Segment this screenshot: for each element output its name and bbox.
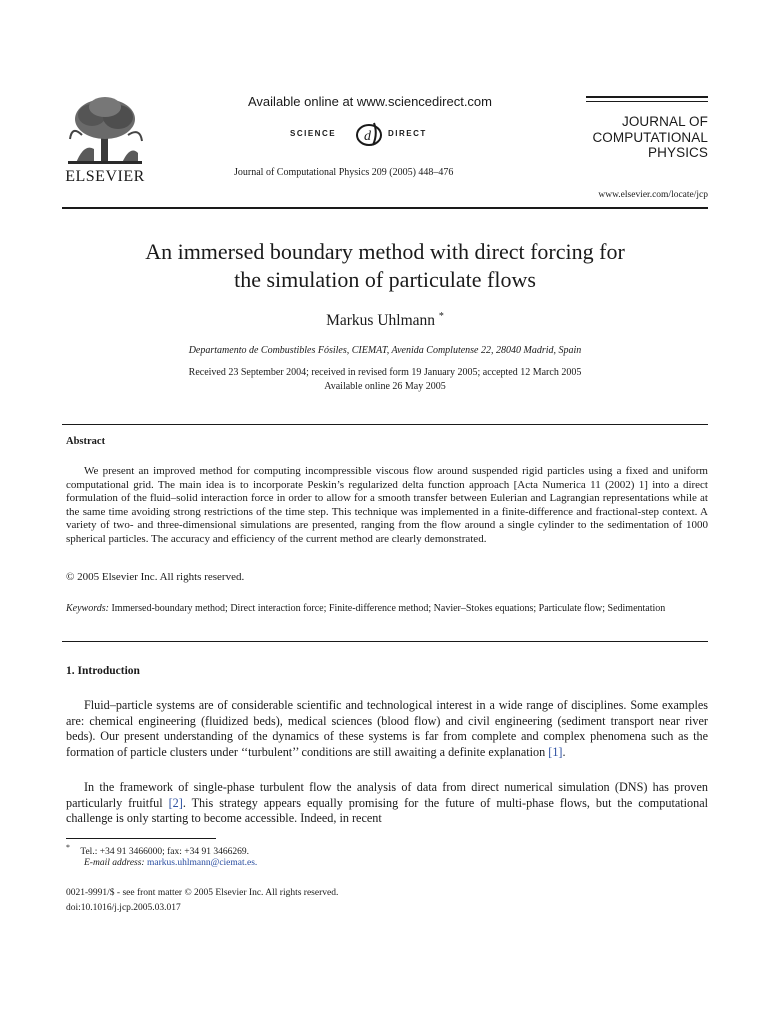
title-line: An immersed boundary method with direct forcing for <box>145 239 625 264</box>
author-footnote-mark[interactable]: * <box>438 311 444 322</box>
intro-paragraph-text: Fluid–particle systems are of considerable scientific and technological interest in a wide range of disciplines. Some examples are: chemical engineering (fluidized beds), medical sciences (blood flow) and civil engineering (sediment transport near river beds). Our present understanding of the dynamics of these systems is far from complete and complex phenomena such as the formation of particle clusters under ‘‘turbulent’’ conditions are still awaiting a definite explanation <box>66 698 708 759</box>
footnote-divider <box>66 838 216 839</box>
citation-link[interactable]: [2] <box>168 795 183 810</box>
journal-rule-thin <box>586 101 708 102</box>
abstract-heading: Abstract <box>66 436 106 447</box>
email-link[interactable]: markus.uhlmann@ciemat.es. <box>146 858 258 868</box>
journal-citation: Journal of Computational Physics 209 (2005) 448–476 <box>234 167 454 178</box>
front-matter-text: 0021-9991/$ - see front matter © 2005 Elsevier Inc. All rights reserved. <box>66 888 339 898</box>
intro-paragraph-text: In the framework of single-phase turbulent flow the analysis of data from direct numerical simulation (DNS) has proven particularly fruitful <box>66 780 708 810</box>
section-heading: 1. Introduction <box>66 665 140 677</box>
sciencedirect-left-text: SCIENCE <box>290 129 337 138</box>
available-online-date: Available online 26 May 2005 <box>324 380 446 392</box>
footnote-email <box>84 858 257 868</box>
author-affiliation: Departamento de Combustibles Fósiles, CIEMAT, Avenida Complutense 22, 28040 Madrid, Spain <box>188 345 582 356</box>
keywords <box>66 602 708 616</box>
intro-paragraph-end: . This strategy appears equally promising for the future of multi-phase flows, but the computational challenge is only starting to become accessible. Indeed, in recent <box>66 795 708 826</box>
journal-name-line: JOURNAL OF <box>621 114 708 129</box>
publisher-name: ELSEVIER <box>65 168 145 185</box>
article-dates <box>62 366 708 393</box>
journal-name <box>586 114 708 161</box>
footnote-mark: * <box>66 843 70 852</box>
available-online-text: Available online at www.sciencedirect.com <box>248 94 492 109</box>
sciencedirect-logo <box>290 120 450 148</box>
header-divider <box>62 207 708 209</box>
doi-link[interactable]: doi:10.1016/j.jcp.2005.03.017 <box>66 903 181 913</box>
sciencedirect-d-logo-icon <box>354 120 384 148</box>
email-label: E-mail address: <box>84 858 145 868</box>
journal-name-line: PHYSICS <box>648 145 708 160</box>
received-dates: Received 23 September 2004; received in revised form 19 January 2005; accepted 12 March 2005 <box>188 367 582 378</box>
intro-paragraph <box>66 780 708 827</box>
intro-paragraph-end: . <box>562 744 566 759</box>
abstract-text: We present an improved method for computing incompressible viscous flow around suspended rigid particles using a fixed and uniform computational grid. The main idea is to incorporate Peskin’s regularized delta function approach [Acta Numerica 11 (2002) 1] into a direct formulation of the fluid–solid interaction force in order to allow for a smooth transfer between Eulerian and Lagrangian representations while at the same time avoiding strong restrictions of the time step. This technique was implemented in a finite-difference and fractional-step context. A variety of two- and three-dimensional simulations are presented, ranging from the flow around a single cylinder to the sedimentation of 1000 spherical particles. The accuracy and efficiency of the current method are clearly demonstrated. <box>66 465 708 545</box>
keywords-label: Keywords: <box>66 603 109 614</box>
title-line: the simulation of particulate flows <box>234 267 536 292</box>
journal-rule-thick <box>586 96 708 98</box>
abstract-bottom-divider <box>62 641 708 642</box>
citation-link[interactable]: [1] <box>548 744 563 759</box>
journal-name-line: COMPUTATIONAL <box>592 129 708 145</box>
footnote-tel: Tel.: +34 91 3466000; fax: +34 91 3466269. <box>80 847 249 858</box>
svg-text:d: d <box>364 129 371 144</box>
keywords-text: Immersed-boundary method; Direct interaction force; Finite-difference method; Navier–Stokes equations; Particulate flow; Sedimentation <box>111 603 666 614</box>
author-name-text: Markus Uhlmann <box>326 312 436 330</box>
intro-paragraph <box>66 698 708 760</box>
footnote-contact <box>66 843 249 857</box>
abstract-top-divider <box>62 424 708 425</box>
sciencedirect-right-text: DIRECT <box>388 129 427 138</box>
abstract-copyright: © 2005 Elsevier Inc. All rights reserved. <box>66 571 245 583</box>
author-name <box>62 311 708 330</box>
journal-url-link[interactable]: www.elsevier.com/locate/jcp <box>598 190 708 200</box>
article-title <box>62 238 708 294</box>
